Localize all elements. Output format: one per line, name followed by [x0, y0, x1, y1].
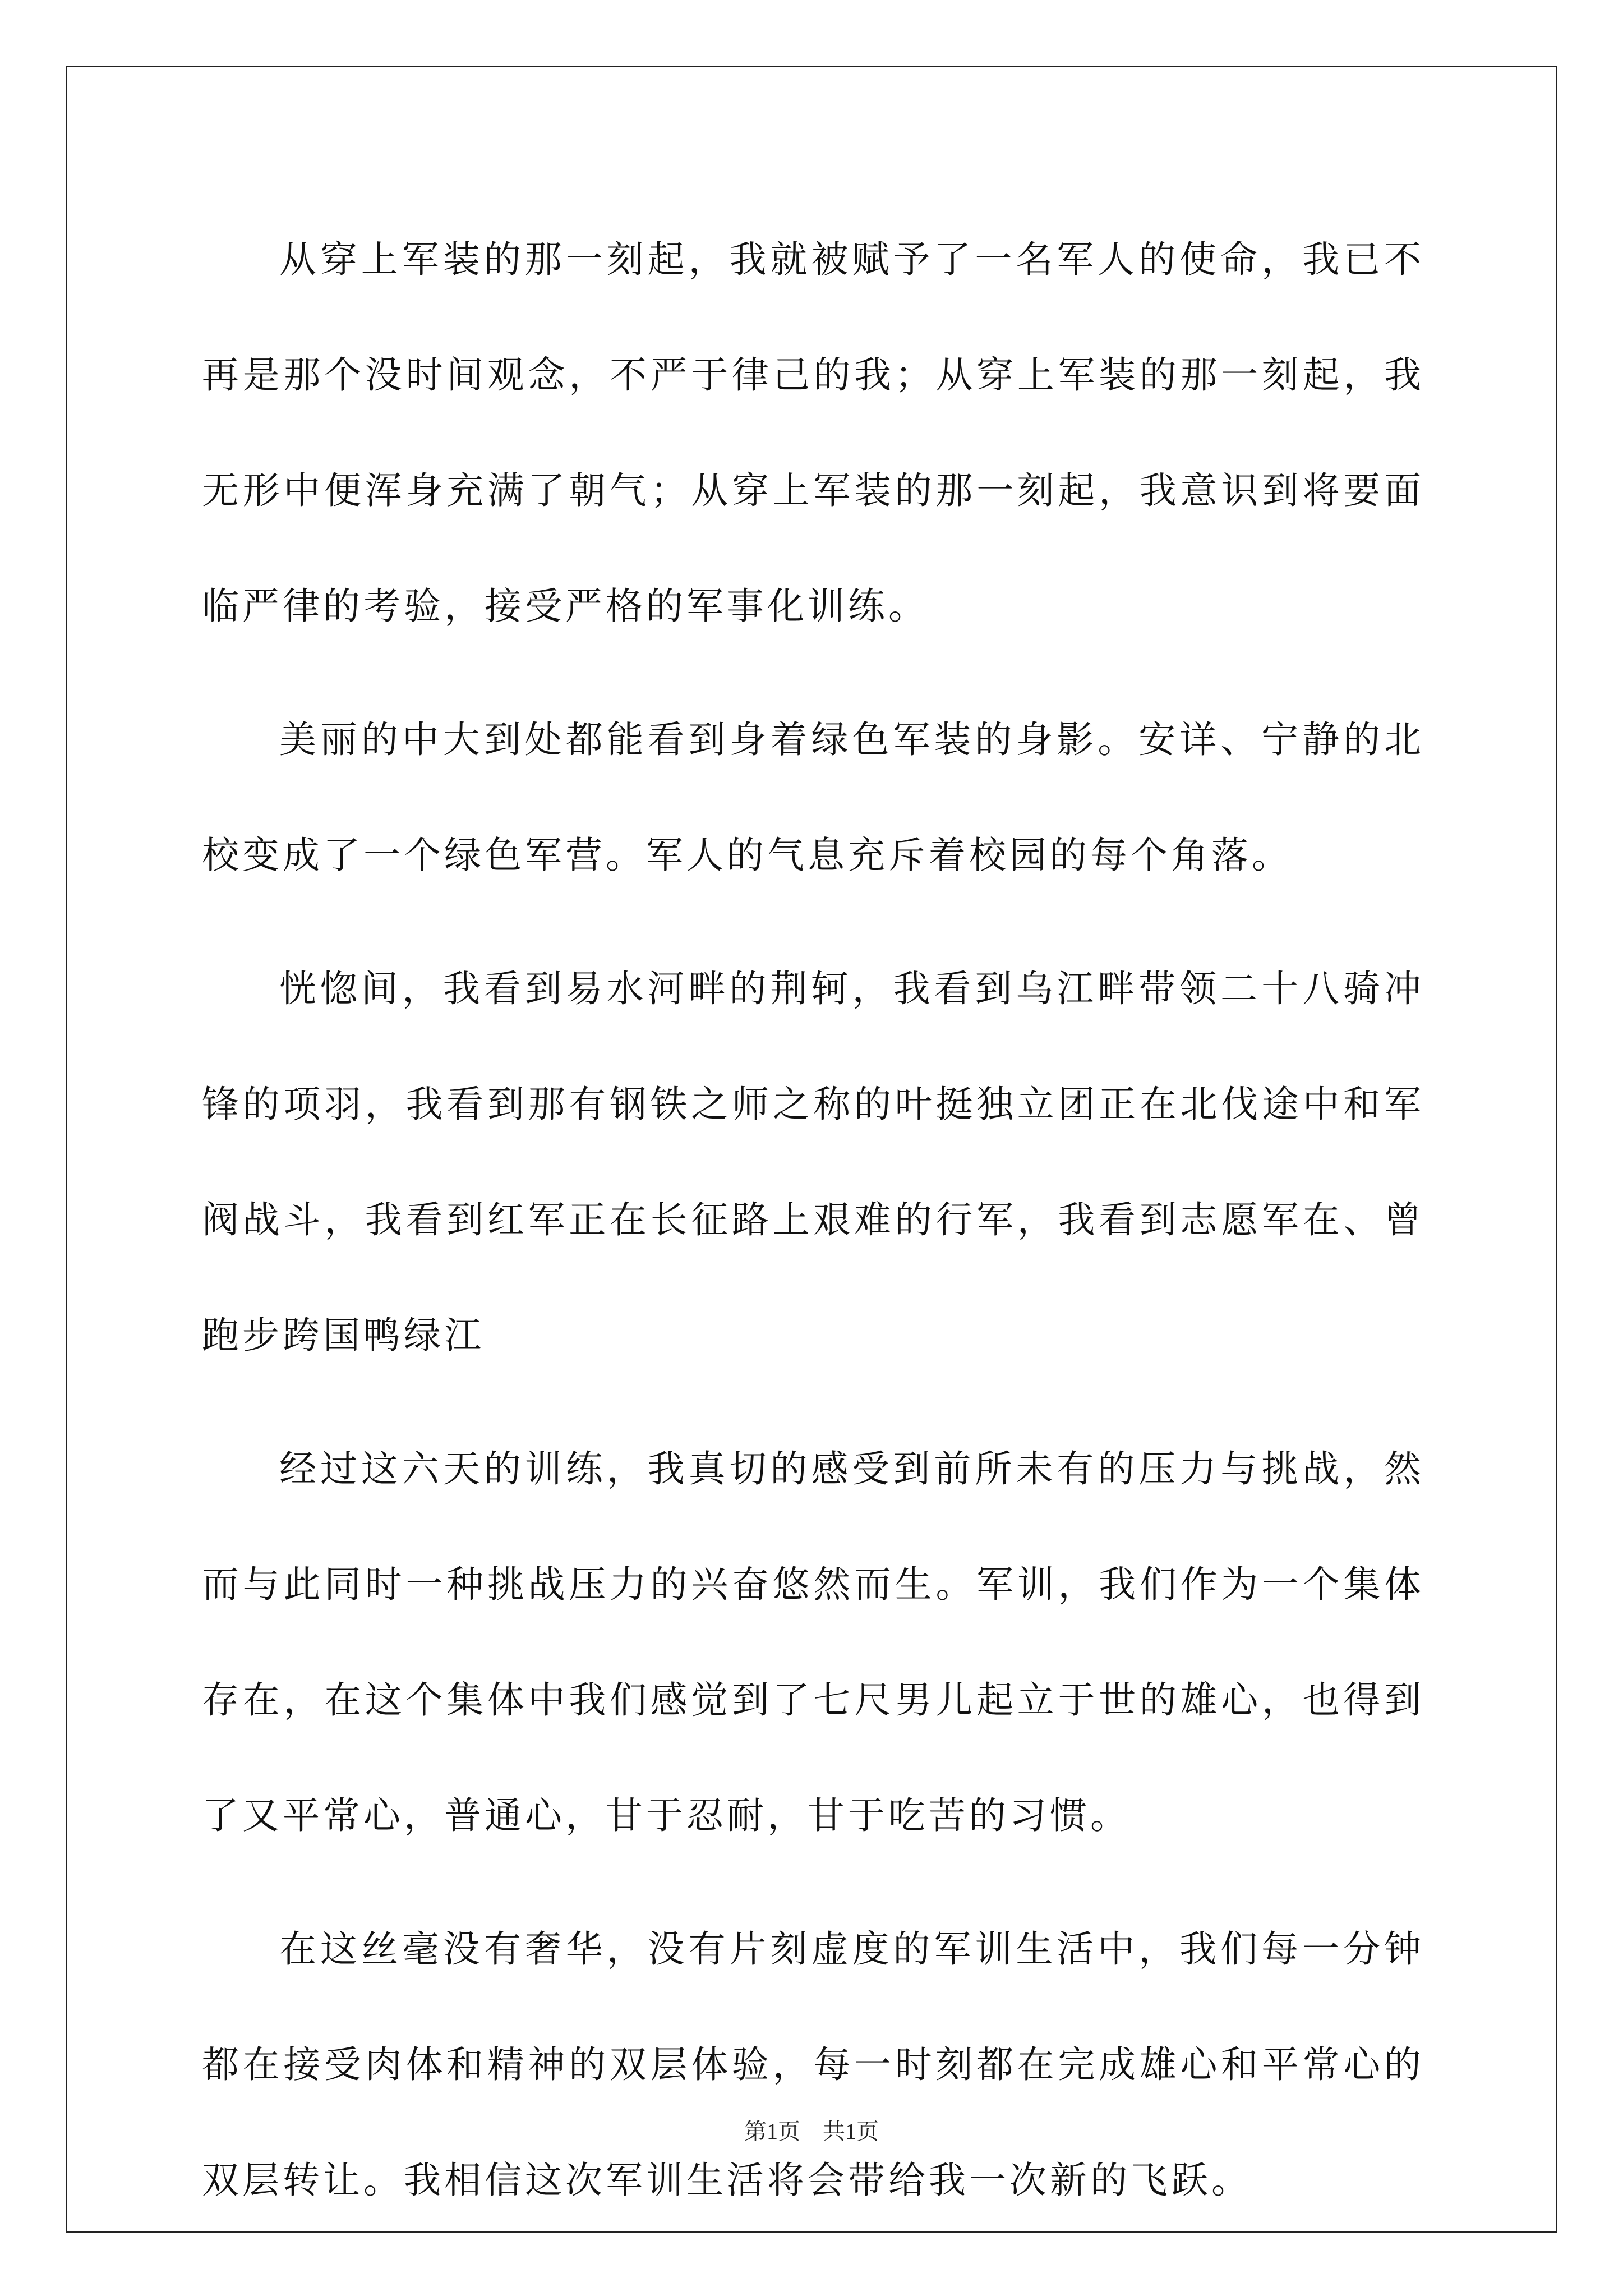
document-body [202, 202, 1424, 2256]
paragraph-3: 恍惚间，我看到易水河畔的荆轲，我看到乌江畔带领二十八骑冲锋的项羽，我看到那有钢铁之师之称的叶挺独立团正在北伐途中和军阀战斗，我看到红军正在长征路上艰难的行军，我看到志愿军在、曾跑步跨国鸭绿江 [202, 967, 1424, 1357]
page-footer: 第1页 共1页 [744, 2119, 879, 2144]
paragraph-2: 美丽的中大到处都能看到身着绿色军装的身影。安详、宁静的北校变成了一个绿色军营。军人的气息充斥着校园的每个角落。 [202, 718, 1424, 877]
paragraph-4: 经过这六天的训练，我真切的感受到前所未有的压力与挑战，然而与此同时一种挑战压力的兴奋悠然而生。军训，我们作为一个集体存在，在这个集体中我们感觉到了七尺男儿起立于世的雄心，也得到了又平常心，普通心，甘于忍耐，甘于吃苦的习惯。 [202, 1447, 1424, 1837]
paragraph-5: 在这丝毫没有奢华，没有片刻虚度的军训生活中，我们每一分钟都在接受肉体和精神的双层体验，每一时刻都在完成雄心和平常心的双层转让。我相信这次军训生活将会带给我一次新的飞跃。 [202, 1927, 1424, 2202]
paragraph-1: 从穿上军装的那一刻起，我就被赋予了一名军人的使命，我已不再是那个没时间观念，不严于律己的我；从穿上军装的那一刻起，我无形中便浑身充满了朝气；从穿上军装的那一刻起，我意识到将要面临严律的考验，接受严格的军事化训练。 [202, 238, 1424, 628]
